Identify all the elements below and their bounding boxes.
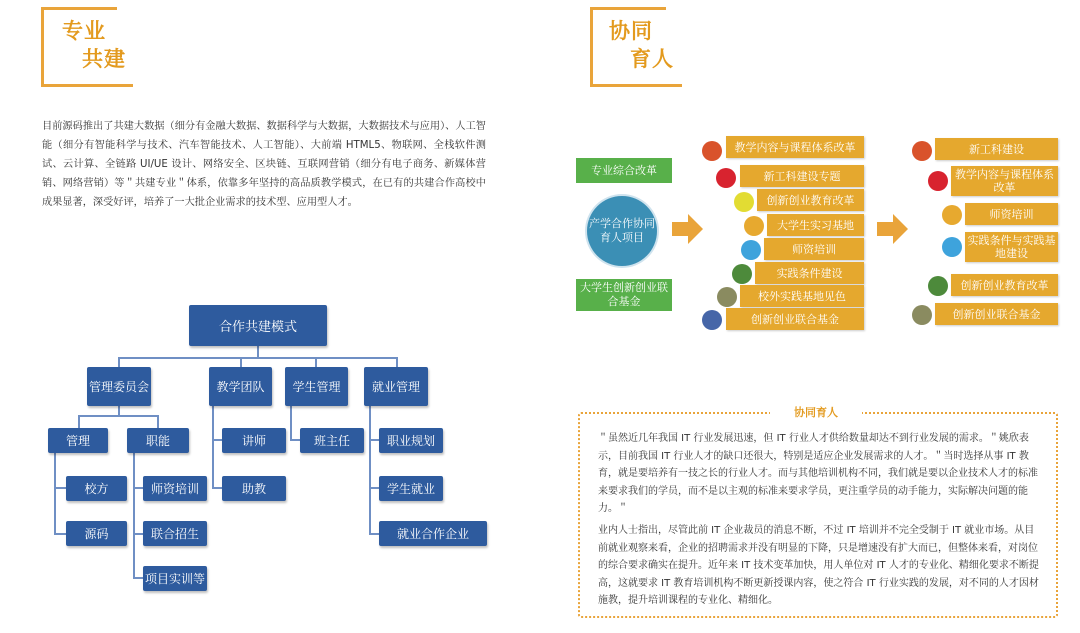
connector xyxy=(212,406,214,489)
connector xyxy=(369,439,379,441)
middle-item: 大学生实习基地 xyxy=(767,214,864,236)
right-item: 新工科建设 xyxy=(935,138,1058,160)
center-circle: 产学合作协同育人项目 xyxy=(587,196,657,266)
left-title-line1: 专业 xyxy=(62,19,106,43)
org-node-employment-partners: 就业合作企业 xyxy=(379,521,487,546)
connector xyxy=(54,533,66,535)
org-node-project-training: 项目实训等 xyxy=(143,566,207,591)
right-item: 实践条件与实践基地建设 xyxy=(965,232,1058,262)
arrow-icon xyxy=(672,214,704,244)
coop-paragraph-1: ＂虽然近几年我国 IT 行业发展迅速，但 IT 行业人才供给数量却达不到行业发展的需求。＂姚欣表示，目前我国 IT 行业人才的缺口还很大，特别是适应企业发展需求的人才。＂当时选择从事 IT 教育，就是要培养有一技之长的行业人才。而与其他培训机构不同，我们就是要以企业技术人才的标准来要求我们的学员，而不是以主观的标准来要求学员，更注重学员的动手能力，实际解决问题的能力。＂ xyxy=(598,433,1038,514)
connector xyxy=(369,487,379,489)
bullet-dot xyxy=(716,168,736,188)
org-node-mgmt-committee: 管理委员会 xyxy=(87,367,151,406)
connector xyxy=(290,406,292,441)
connector xyxy=(133,533,143,535)
bullet-dot xyxy=(732,264,752,284)
green-box-major-reform: 专业综合改革 xyxy=(576,158,672,183)
middle-item: 新工科建设专题 xyxy=(740,165,864,187)
connector xyxy=(54,487,66,489)
left-title-line2: 共建 xyxy=(82,47,126,71)
connector xyxy=(212,439,222,441)
org-node-student-employment: 学生就业 xyxy=(379,476,443,501)
right-item: 师资培训 xyxy=(965,203,1058,225)
bullet-dot xyxy=(702,310,722,330)
connector xyxy=(133,487,143,489)
bullet-dot xyxy=(702,141,722,161)
arrow-icon xyxy=(877,214,909,244)
bullet-dot xyxy=(741,240,761,260)
bullet-dot xyxy=(744,216,764,236)
org-node-school: 校方 xyxy=(66,476,127,501)
middle-item: 创新创业教育改革 xyxy=(757,189,864,211)
connector xyxy=(369,533,379,535)
right-title-line2: 育人 xyxy=(630,47,674,71)
middle-item: 创新创业联合基金 xyxy=(726,308,864,330)
org-node-employment-mgmt: 就业管理 xyxy=(364,367,428,406)
connector xyxy=(157,415,159,428)
right-title-line1: 协同 xyxy=(609,19,653,43)
connector xyxy=(118,357,120,367)
connector xyxy=(240,357,242,367)
connector xyxy=(369,406,371,535)
right-item: 创新创业教育改革 xyxy=(951,274,1058,296)
bullet-dot xyxy=(928,171,948,191)
org-node-class-teacher: 班主任 xyxy=(300,428,364,453)
connector xyxy=(54,453,56,535)
coop-title: 协同育人 xyxy=(794,406,838,419)
bullet-dot xyxy=(717,287,737,307)
intro-paragraph: 目前源码推出了共建大数据（细分有金融大数据、数据科学与大数据，大数据技术与应用）、人工智能（细分有智能科学与技术、汽车智能技术、人工智能）、大前端 HTML5、物联网、全栈软件测试、云计算、全链路 UI/UE 设计、网络安全、区块链、互联网营销（细分有电子商务、新媒体营销、网络营销）等＂共建专业＂体系，依靠多年坚持的高品质教学模式，在已有的共建合作高校中成果显著，深受好评，培养了一大批企业需求的技术型、应用型人才。 xyxy=(42,121,486,208)
org-node-zhineng: 职能 xyxy=(127,428,189,453)
bullet-dot xyxy=(912,305,932,325)
bullet-dot xyxy=(942,205,962,225)
bullet-dot xyxy=(928,276,948,296)
coop-paragraph-2: 业内人士指出，尽管此前 IT 企业裁员的消息不断，不过 IT 培训并不完全受制于 IT 就业市场。从目前就业观察来看，企业的招聘需求并没有明显的下降，只是增速没有扩大而已，但整体来看，对岗位的综合要求确实在提升。近年来 IT 技术变革加快，用人单位对 IT 人才的专业化、精细化要求不断提高，这就要求 IT 教育培训机构不断更新授课内容，使之符合 IT 行业实践的发展，对不同的人才因材施教，提升培训课程的专业化、精细化。 xyxy=(598,525,1039,606)
right-item: 教学内容与课程体系改革 xyxy=(951,166,1058,196)
middle-item: 师资培训 xyxy=(764,238,864,260)
bullet-dot xyxy=(942,237,962,257)
org-node-assistant: 助教 xyxy=(222,476,286,501)
connector xyxy=(290,439,300,441)
org-node-yuanma: 源码 xyxy=(66,521,127,546)
right-item: 创新创业联合基金 xyxy=(935,303,1058,325)
connector xyxy=(118,357,397,359)
org-node-lecturer: 讲师 xyxy=(222,428,286,453)
org-node-career-planning: 职业规划 xyxy=(379,428,443,453)
middle-item: 实践条件建设 xyxy=(755,262,864,284)
green-box-innovation-fund: 大学生创新创业联合基金 xyxy=(576,279,672,311)
bullet-dot xyxy=(912,141,932,161)
org-node-teacher-training: 师资培训 xyxy=(143,476,207,501)
org-root-box: 合作共建模式 xyxy=(189,305,327,346)
connector xyxy=(212,487,222,489)
connector xyxy=(78,415,80,428)
org-node-student-mgmt: 学生管理 xyxy=(285,367,348,406)
connector xyxy=(78,415,158,417)
connector xyxy=(315,357,317,367)
bullet-dot xyxy=(734,192,754,212)
org-node-guanli: 管理 xyxy=(48,428,108,453)
org-node-teaching-team: 教学团队 xyxy=(209,367,272,406)
org-node-joint-enrollment: 联合招生 xyxy=(143,521,207,546)
connector xyxy=(396,357,398,367)
connector xyxy=(133,453,135,579)
connector xyxy=(133,577,143,579)
middle-item: 教学内容与课程体系改革 xyxy=(726,136,864,158)
middle-item: 校外实践基地见色 xyxy=(740,285,864,307)
